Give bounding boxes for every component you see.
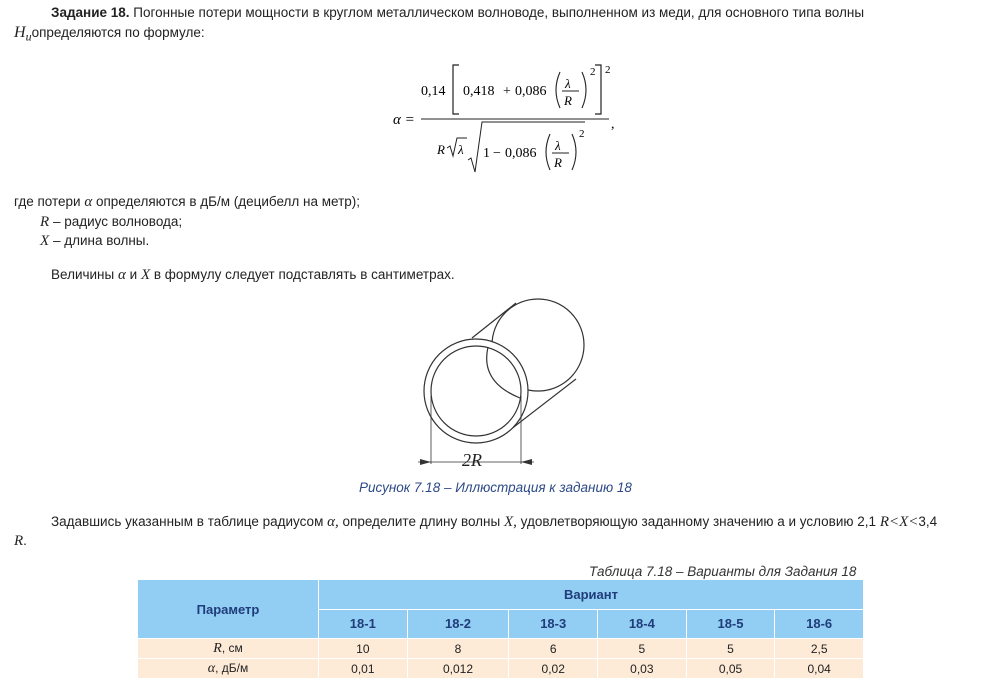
dim-arrow-right xyxy=(521,459,532,465)
variant-col: 18-1 xyxy=(319,609,408,639)
den-minus: − xyxy=(493,146,501,161)
formula-plus: + xyxy=(503,84,511,99)
instruction-condition: R<X< xyxy=(879,514,919,530)
where-line-2 xyxy=(40,214,182,231)
where-radius-text: – радиус волновода; xyxy=(52,214,183,229)
den-a2: 0,086 xyxy=(505,146,537,161)
where-text-a: где потери xyxy=(14,194,81,209)
tube-inner-ring xyxy=(431,346,521,436)
dim-arrow-left xyxy=(420,459,431,465)
formula-exp-outer: 2 xyxy=(605,64,611,76)
den-one: 1 xyxy=(483,146,490,161)
table-cell: 5 xyxy=(686,639,775,659)
task-intro: Погонные потери мощности в круглом металлическом волноводе, выполненном из меди, для основного типа волны xyxy=(133,5,865,20)
symbol-X: X xyxy=(40,233,50,249)
units-text-a: Величины xyxy=(51,267,115,282)
instruction-line xyxy=(51,514,937,531)
formula-exp: 2 xyxy=(590,66,596,78)
row-param-R xyxy=(138,639,319,659)
waveguide-illustration xyxy=(410,292,590,474)
where-line-1 xyxy=(14,194,360,211)
table-row xyxy=(138,659,864,679)
row-param-alpha xyxy=(138,659,319,679)
task-label: Задание 18. xyxy=(51,5,130,20)
sqrt-lambda-sign xyxy=(447,138,467,156)
units-symbol-alpha: α xyxy=(117,267,126,283)
table-row xyxy=(138,639,864,659)
formula-a2: 0,086 xyxy=(515,84,547,99)
variant-col: 18-4 xyxy=(598,609,687,639)
wave-symbol: H xyxy=(14,24,26,41)
wave-subscript: и xyxy=(25,29,32,44)
param-header: Параметр xyxy=(138,580,319,639)
table-cell: 0,03 xyxy=(598,659,687,679)
variant-col: 18-5 xyxy=(686,609,775,639)
formula-comma: , xyxy=(611,117,615,132)
row-sym: α xyxy=(207,660,216,676)
where-wavelength-text: – длина волны. xyxy=(52,233,150,248)
formula-a1: 0,418 xyxy=(463,84,495,99)
units-text-b: и xyxy=(129,267,138,282)
variant-col: 18-6 xyxy=(775,609,864,639)
where-text-b: определяются в дБ/м (децибелл на метр); xyxy=(95,194,361,209)
task-line-1 xyxy=(51,5,864,20)
den-paren-right xyxy=(572,134,576,170)
table-cell: 8 xyxy=(407,639,509,659)
table-cell: 0,02 xyxy=(509,659,598,679)
table-cell: 0,01 xyxy=(319,659,408,679)
instruction-symbol-R: R xyxy=(14,533,24,549)
paren-left xyxy=(556,72,560,108)
den-frac-lambda: λ xyxy=(555,138,561,153)
table-cell: 0,05 xyxy=(686,659,775,679)
instruction-text-a: Задавшись указанным в таблице радиусом xyxy=(51,514,324,529)
row-sym: R xyxy=(213,640,222,656)
table-cell: 0,04 xyxy=(775,659,864,679)
table-cell: 0,012 xyxy=(407,659,509,679)
right-bracket xyxy=(595,65,601,114)
instruction-period: . xyxy=(23,533,27,548)
units-note xyxy=(51,267,455,284)
variant-col: 18-2 xyxy=(407,609,509,639)
where-line-3 xyxy=(40,233,149,250)
table-caption: Таблица 7.18 – Варианты для Задания 18 xyxy=(589,564,857,579)
left-bracket xyxy=(453,65,459,114)
units-symbol-X: X xyxy=(140,267,151,283)
instruction-symbol-X: X, xyxy=(503,514,517,530)
row-unit: , см xyxy=(221,640,243,655)
instruction-text-d: 3,4 xyxy=(918,514,938,529)
symbol-alpha: α xyxy=(84,194,93,210)
formula-coef: 0,14 xyxy=(421,84,446,99)
instruction-line-2 xyxy=(14,533,27,550)
instruction-symbol-alpha: α, xyxy=(327,514,339,530)
variant-col: 18-3 xyxy=(509,609,598,639)
den-lambda: λ xyxy=(458,142,464,157)
instruction-text-c: удовлетворяющую заданному значению а и условию 2,1 xyxy=(520,514,877,529)
formula-lhs: α = xyxy=(393,112,415,128)
figure-caption: Рисунок 7.18 – Иллюстрация к заданию 18 xyxy=(359,480,632,495)
table-cell: 5 xyxy=(598,639,687,659)
den-R: R xyxy=(437,142,445,157)
variant-header: Вариант xyxy=(319,580,864,610)
formula-R: R xyxy=(564,93,572,108)
table-cell: 10 xyxy=(319,639,408,659)
task-line-2 xyxy=(14,24,205,45)
den-frac-R: R xyxy=(554,155,562,170)
table-cell: 2,5 xyxy=(775,639,864,659)
table-cell: 6 xyxy=(509,639,598,659)
formula-lambda: λ xyxy=(565,76,571,91)
units-text-c: в формулу следует подставлять в сантиметрах. xyxy=(153,267,455,282)
dim-label: 2R xyxy=(462,450,482,470)
den-paren-left xyxy=(546,134,550,170)
row-unit: , дБ/м xyxy=(215,660,249,675)
loss-formula xyxy=(385,58,625,180)
task-intro-end: определяются по формуле: xyxy=(31,25,205,40)
den-exp: 2 xyxy=(579,128,585,140)
instruction-text-b: определите длину волны xyxy=(342,514,501,529)
symbol-R: R xyxy=(40,214,50,230)
variants-table xyxy=(137,579,864,679)
paren-right xyxy=(582,72,586,108)
